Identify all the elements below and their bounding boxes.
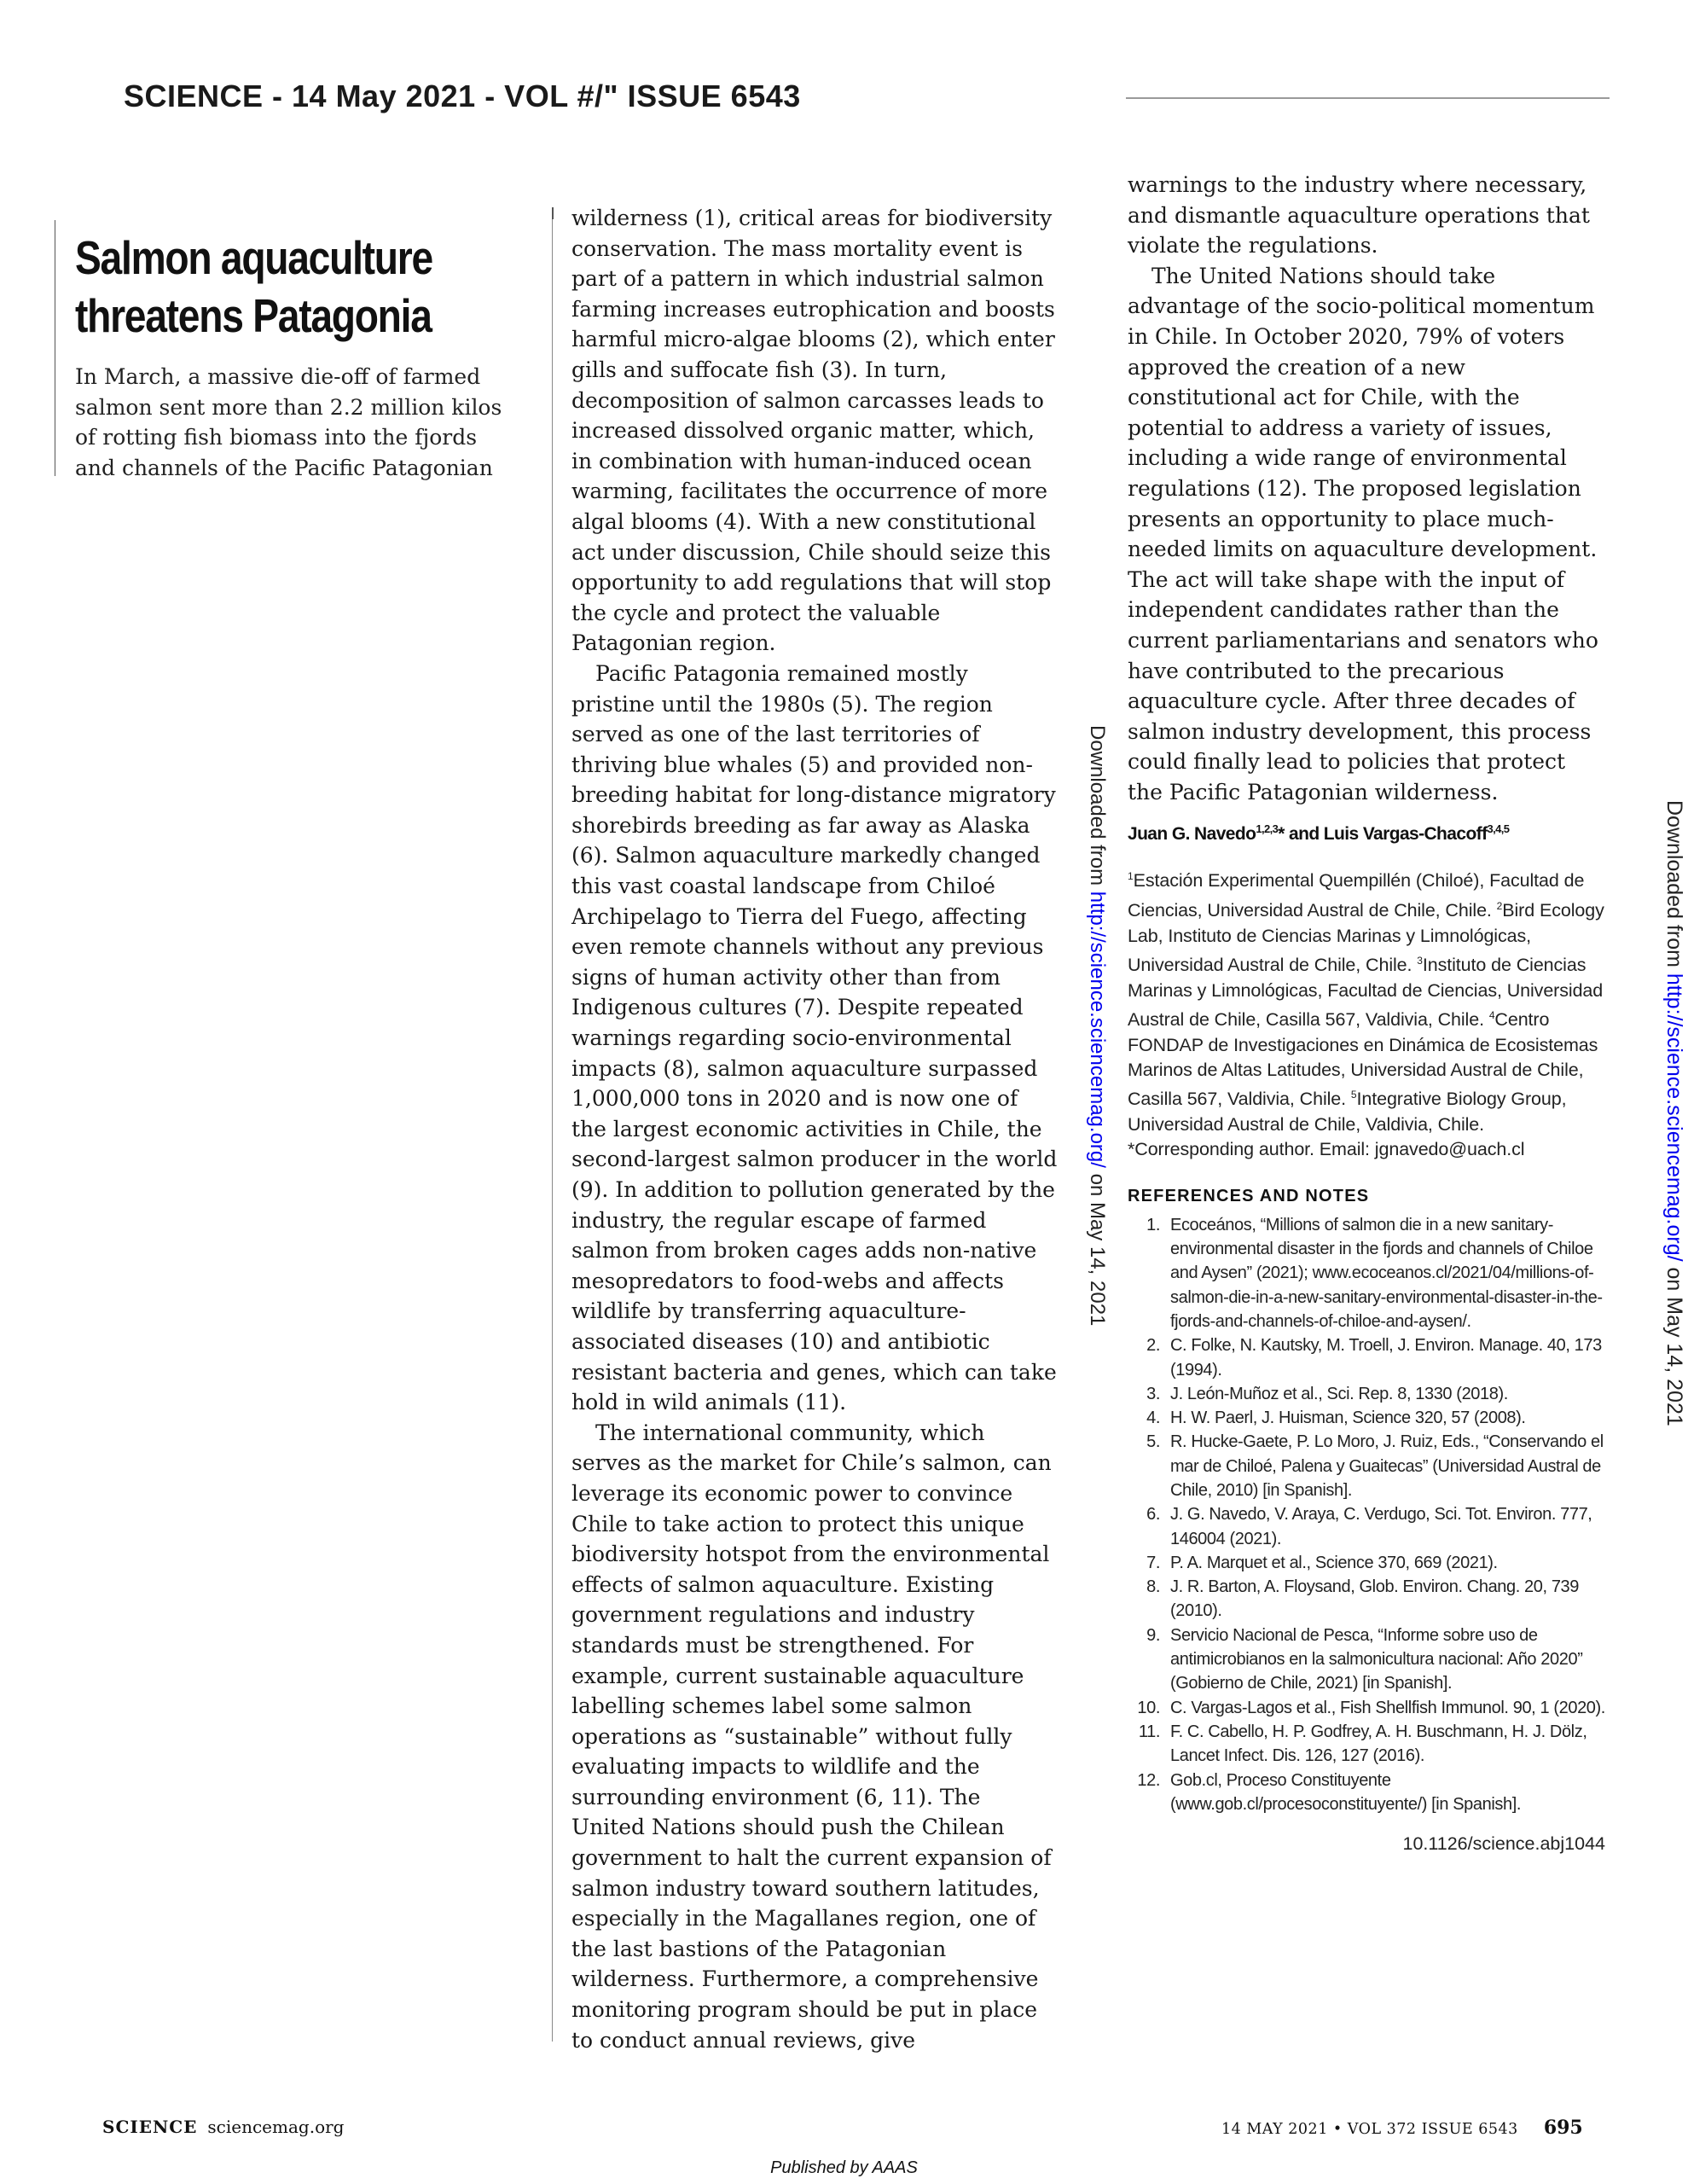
body-column-middle	[571, 203, 1058, 2055]
headline-line-1: Salmon aquaculture	[75, 231, 432, 284]
reference-item	[1128, 1720, 1605, 1769]
reference-item	[1128, 1502, 1605, 1551]
journal-header: SCIENCE - 14 May 2021 - VOL #/" ISSUE 6543	[124, 78, 801, 113]
download-watermark-inner	[1085, 725, 1109, 1326]
body-column-right	[1128, 170, 1605, 1855]
affiliation-number: 5	[1350, 1089, 1357, 1101]
reference-text: C. Folke, N. Kautsky, M. Troell, J. Environ. Manage. 40, 173 (1994).	[1170, 1336, 1602, 1380]
watermark-suffix: on May 14, 2021	[1086, 1167, 1109, 1327]
reference-item	[1128, 1769, 1605, 1817]
header-rule	[1126, 97, 1610, 99]
affiliation-number: 1	[1128, 870, 1134, 883]
reference-number: 11.	[1138, 1722, 1160, 1741]
reference-text: C. Vargas-Lagos et al., Fish Shellfish Immunol. 90, 1 (2020).	[1170, 1698, 1605, 1717]
footer-left	[102, 2117, 344, 2137]
reference-number: 1.	[1146, 1215, 1160, 1234]
affiliations	[1128, 864, 1605, 1162]
body-paragraph: Pacific Patagonia remained mostly pristine until the 1980s (5). The region served as one of the last territories of thriving blue whales (5) and provided non-breeding habitat for long-distance migratory shorebirds breeding as far away as Alaska (6). Salmon aquaculture markedly changed this vast coastal landscape from Chiloé Archipelago to Tierra del Fuego, affecting even remote channels without any previous signs of human activity other than from Indigenous cultures (7). Despite repeated warnings regarding socio-environmental impacts (8), salmon aquaculture surpassed 1,000,000 tons in 2020 and is now one of the largest economic activities in Chile, the second-largest salmon producer in the world (9). In addition to pollution generated by the industry, the regular escape of farmed salmon from broken cages adds non-native mesopredators to food-webs and affects wildlife by transferring aquaculture-associated diseases (10) and antibiotic resistant bacteria and genes, which can take hold in wild animals (11).	[571, 660, 1058, 1415]
footer-right	[1221, 2117, 1583, 2139]
reference-text: F. C. Cabello, H. P. Godfrey, A. H. Buschmann, H. J. Dölz, Lancet Infect. Dis. 126, 127 (2016).	[1170, 1722, 1587, 1766]
page-number: 695	[1543, 2117, 1583, 2139]
reference-number: 12.	[1137, 1770, 1160, 1790]
reference-text: H. W. Paerl, J. Huisman, Science 320, 57 (2008).	[1170, 1409, 1526, 1428]
reference-number: 10.	[1137, 1698, 1160, 1717]
affiliation-text: Estación Experimental Quempillén (Chiloé), Facultad de Ciencias, Universidad Austral de Chile, Chile.	[1128, 870, 1585, 921]
author-affiliation-marks: 3,4,5	[1487, 822, 1510, 836]
watermark-link[interactable]: http://science.sciencemag.org/	[1662, 973, 1686, 1262]
reference-item	[1128, 1430, 1605, 1502]
reference-item	[1128, 1213, 1605, 1333]
author-affiliation-marks: 1,2,3	[1256, 822, 1279, 836]
reference-text: P. A. Marquet et al., Science 370, 669 (2021).	[1170, 1553, 1498, 1572]
reference-text: Servicio Nacional de Pesca, “Informe sobre uso de antimicrobianos en la salmonicultura nacional: Año 2020” (Gobierno de Chile, 2021) [in Spanish].	[1170, 1625, 1583, 1693]
headline-line-2: threatens Patagonia	[75, 289, 432, 342]
affiliation-number: 3	[1417, 955, 1423, 967]
watermark-prefix: Downloaded from	[1662, 800, 1686, 973]
affiliation-text: Centro FONDAP de Investigaciones en Dinámica de Ecosistemas Marinos de Altas Latitudes, Universidad Austral de Chile, Casilla 567, Valdivia, Chile.	[1128, 1009, 1598, 1110]
doi: 10.1126/science.abj1044	[1402, 1833, 1605, 1855]
reference-number: 4.	[1146, 1409, 1160, 1428]
references-list	[1128, 1213, 1605, 1816]
affiliation-text: Instituto de Ciencias Marinas y Limnológicas, Facultad de Ciencias, Universidad Austral de Chile, Casilla 567, Valdivia, Chile.	[1128, 955, 1604, 1031]
author-line	[1128, 817, 1605, 846]
body-paragraph: The United Nations should take advantage of the socio-political momentum in Chile. In October 2020, 79% of voters approved the creation of a new constitutional act for Chile, with the potential to address a variety of issues, including a wide range of environmental regulations (12). The proposed legislation presents an opportunity to place much-needed limits on aquaculture development. The act will take shape with the input of independent candidates rather than the current parliamentarians and senators who have contributed to the precarious aquaculture cycle. After three decades of salmon industry development, this process could finally lead to policies that protect the Pacific Patagonian wilderness.	[1128, 263, 1598, 804]
watermark-suffix: on May 14, 2021	[1662, 1261, 1686, 1426]
middle-vertical-rule	[552, 207, 553, 2042]
watermark-prefix: Downloaded from	[1086, 725, 1109, 892]
reference-text: R. Hucke-Gaete, P. Lo Moro, J. Ruiz, Eds., “Conservando el mar de Chiloé, Palena y Guaitecas” (Universidad Austral de Chile, 2010) [in Spanish].	[1170, 1432, 1604, 1500]
affiliation-text: Integrative Biology Group, Universidad Austral de Chile, Valdivia, Chile.	[1128, 1089, 1567, 1135]
reference-item	[1128, 1575, 1605, 1623]
reference-number: 6.	[1146, 1505, 1160, 1525]
reference-number: 3.	[1146, 1384, 1160, 1403]
author-name: * and Luis Vargas-Chacoff	[1278, 824, 1488, 845]
author-name: Juan G. Navedo	[1128, 824, 1256, 845]
reference-number: 8.	[1146, 1577, 1160, 1597]
reference-text: J. León-Muñoz et al., Sci. Rep. 8, 1330 (2018).	[1170, 1384, 1508, 1403]
footer-site: sciencemag.org	[207, 2117, 345, 2137]
reference-item	[1128, 1696, 1605, 1720]
standfirst: In March, a massive die-off of farmed salmon sent more than 2.2 million kilos of rotting fish biomass into the fjords and channels of the Pacific Patagonian	[75, 364, 502, 480]
reference-item	[1128, 1623, 1605, 1696]
reference-text: Gob.cl, Proceso Constituyente (www.gob.cl/procesoconstituyente/) [in Spanish].	[1170, 1770, 1522, 1814]
watermark-link[interactable]: http://science.sciencemag.org/	[1086, 891, 1109, 1168]
reference-text: J. R. Barton, A. Floysand, Glob. Environ. Chang. 20, 739 (2010).	[1170, 1577, 1579, 1621]
reference-text: J. G. Navedo, V. Araya, C. Verdugo, Sci. Tot. Environ. 777, 146004 (2021).	[1170, 1505, 1592, 1548]
middle-rule-tick	[552, 207, 554, 219]
reference-number: 5.	[1146, 1432, 1160, 1452]
affiliation-number: 2	[1496, 900, 1503, 913]
reference-item	[1128, 1333, 1605, 1382]
article-headline	[75, 229, 432, 345]
affiliation-text: Bird Ecology Lab, Instituto de Ciencias Marinas y Limnológicas, Universidad Austral de Chile, Chile.	[1128, 900, 1604, 976]
body-paragraph: wilderness (1), critical areas for biodiversity conservation. The mass mortality event is part of a pattern in which industrial salmon farming increases eutrophication and boosts harmful micro-algae blooms (2), which enter gills and suffocate fish (3). In turn, decomposition of salmon carcasses leads to increased dissolved organic matter, which, in combination with human-induced ocean warming, facilitates the occurrence of more algal blooms (4). With a new constitutional act under discussion, Chile should seize this opportunity to add regulations that will stop the cycle and protect the valuable Patagonian region.	[571, 206, 1055, 656]
reference-text: Ecoceános, “Millions of salmon die in a new sanitary-environmental disaster in the fjords and channels of Chiloe and Aysen” (2021); www.ecoceanos.cl/2021/04/millions-of-salmon-die-in-a-new-sanitary-environmental-disaster-in-the-fjords-and-channels-of-chiloe-and-aysen/.	[1170, 1215, 1603, 1331]
reference-number: 9.	[1146, 1625, 1160, 1645]
references-heading: REFERENCES AND NOTES	[1128, 1186, 1370, 1205]
published-by: Published by AAAS	[770, 2158, 918, 2177]
footer-brand: SCIENCE	[102, 2117, 198, 2137]
download-watermark-outer	[1662, 800, 1686, 1426]
affiliation-number: 4	[1488, 1008, 1495, 1021]
corresponding-author: *Corresponding author. Email: jgnavedo@uach.cl	[1128, 1139, 1525, 1160]
body-paragraph: The international community, which serves as the market for Chile’s salmon, can leverage its economic power to convince Chile to take action to protect this unique biodiversity hotspot from the environmental effects of salmon aquaculture. Existing government regulations and industry standards must be strengthened. For example, current sustainable aquaculture labelling schemes label some salmon operations as “sustainable” without fully evaluating impacts to wildlife and the surrounding environment (6, 11). The United Nations should push the Chilean government to halt the current expansion of salmon industry toward southern latitudes, especially in the Magallanes region, one of the last bastions of the Patagonian wilderness. Furthermore, a comprehensive monitoring program should be put in place to conduct annual reviews, give	[571, 1420, 1052, 2053]
body-paragraph: warnings to the industry where necessary, and dismantle aquaculture operations that violate the regulations.	[1128, 172, 1590, 258]
reference-item	[1128, 1551, 1605, 1575]
reference-item	[1128, 1406, 1605, 1430]
reference-number: 7.	[1146, 1553, 1160, 1572]
reference-item	[1128, 1382, 1605, 1406]
footer-issue: 14 MAY 2021 • VOL 372 ISSUE 6543	[1221, 2121, 1518, 2138]
reference-number: 2.	[1146, 1336, 1160, 1356]
